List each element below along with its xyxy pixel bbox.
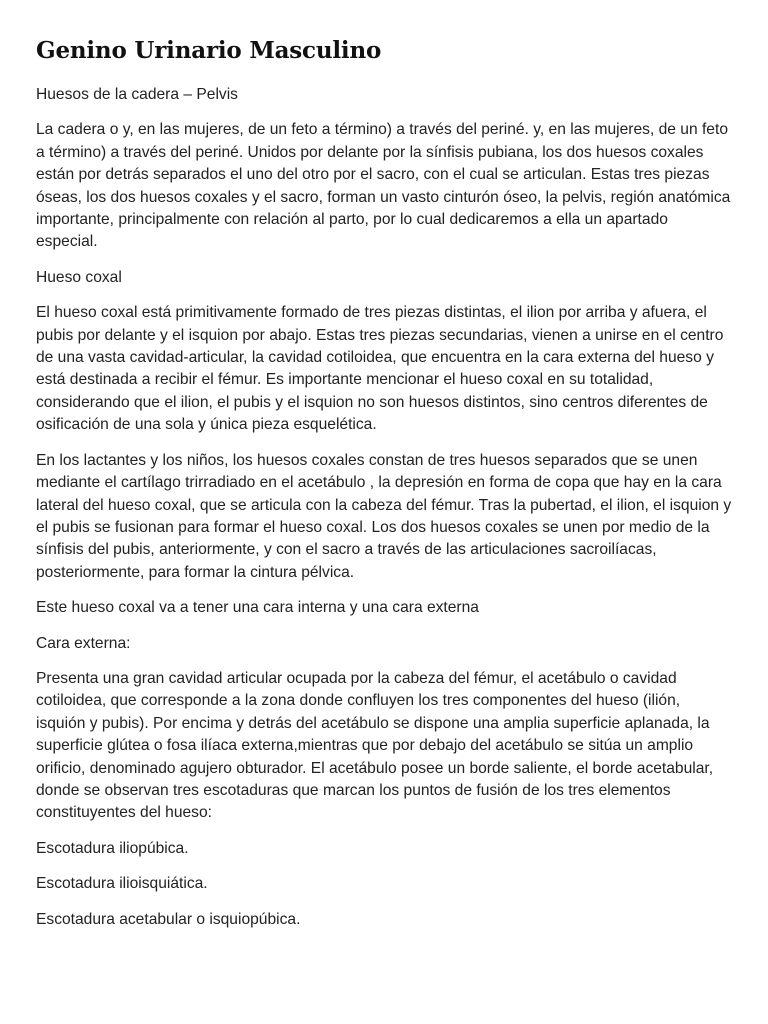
paragraph-cadera: La cadera o y, en las mujeres, de un feto a término) a través del periné. y, en las mujeres, de un feto a término) a través del periné. Unidos por delante por la sínfisis pubiana, los dos huesos coxales están por detrás separados el uno del otro por el sacro, con el cual se articulan. Estas tres piezas óseas, los dos huesos coxales y el sacro, forman un vasto cinturón óseo, la pelvis, región anatómica importante, principalmente con relación al parto, por lo cual dedicaremos a ella un apartado especial. xyxy=(36,121,731,251)
paragraph-lactantes: En los lactantes y los niños, los huesos coxales constan de tres huesos separados que se unen mediante el cartílago trirradiado en el acetábulo , la depresión en forma de copa que hay en la cara lateral del hueso coxal, que se articula con la cabeza del fémur. Tras la pubertad, el ilion, el isquion y el pubis se fusionan para formar el hueso coxal. Los dos huesos coxales se unen por medio de la sínfisis del pubis, anteriormente, y con el sacro a través de las articulaciones sacroilíacas, posteriormente, para formar la cintura pélvica. xyxy=(36,451,732,581)
section-heading-pelvis: Huesos de la cadera – Pelvis xyxy=(36,86,238,103)
section-heading-hueso-coxal: Hueso coxal xyxy=(36,268,122,286)
paragraph-caras: Este hueso coxal va a tener una cara interna y una cara externa xyxy=(36,599,479,617)
list-item-escotadura-iliopubica: Escotadura iliopúbica. xyxy=(36,839,189,857)
page-title: Genino Urinario Masculino xyxy=(36,37,382,64)
list-item-escotadura-acetabular: Escotadura acetabular o isquiopúbica. xyxy=(36,910,301,928)
section-heading-cara-externa: Cara externa: xyxy=(36,634,131,652)
list-item-escotadura-ilioisquiatica: Escotadura ilioisquiática. xyxy=(36,875,208,893)
document-page xyxy=(36,34,732,944)
paragraph-cara-externa: Presenta una gran cavidad articular ocupada por la cabeza del fémur, el acetábulo o cavidad cotiloidea, que corresponde a la zona donde confluyen los tres componentes del hueso (ilión, isquión y pubis). Por encima y detrás del acetábulo se dispone una amplia superficie aplanada, la superficie glútea o fosa ilíaca externa,mientras que por debajo del acetábulo se sitúa un amplio orificio, denominado agujero obturador. El acetábulo posee un borde saliente, el borde acetabular, donde se observan tres escotaduras que marcan los puntos de fusión de los tres elementos constituyentes del hueso: xyxy=(36,669,714,822)
paragraph-hueso-coxal: El hueso coxal está primitivamente formado de tres piezas distintas, el ilion por arriba y afuera, el pubis por delante y el isquion por abajo. Estas tres piezas secundarias, vienen a unirse en el centro de una vasta cavidad-articular, la cavidad cotiloidea, que encuentra en la cara externa del hueso y está destinada a recibir el fémur. Es importante mencionar el hueso coxal en su totalidad, considerando que el ilion, el pubis y el isquion no son huesos distintos, sino centros diferentes de osificación de una sola y única pieza esquelética. xyxy=(36,304,724,434)
